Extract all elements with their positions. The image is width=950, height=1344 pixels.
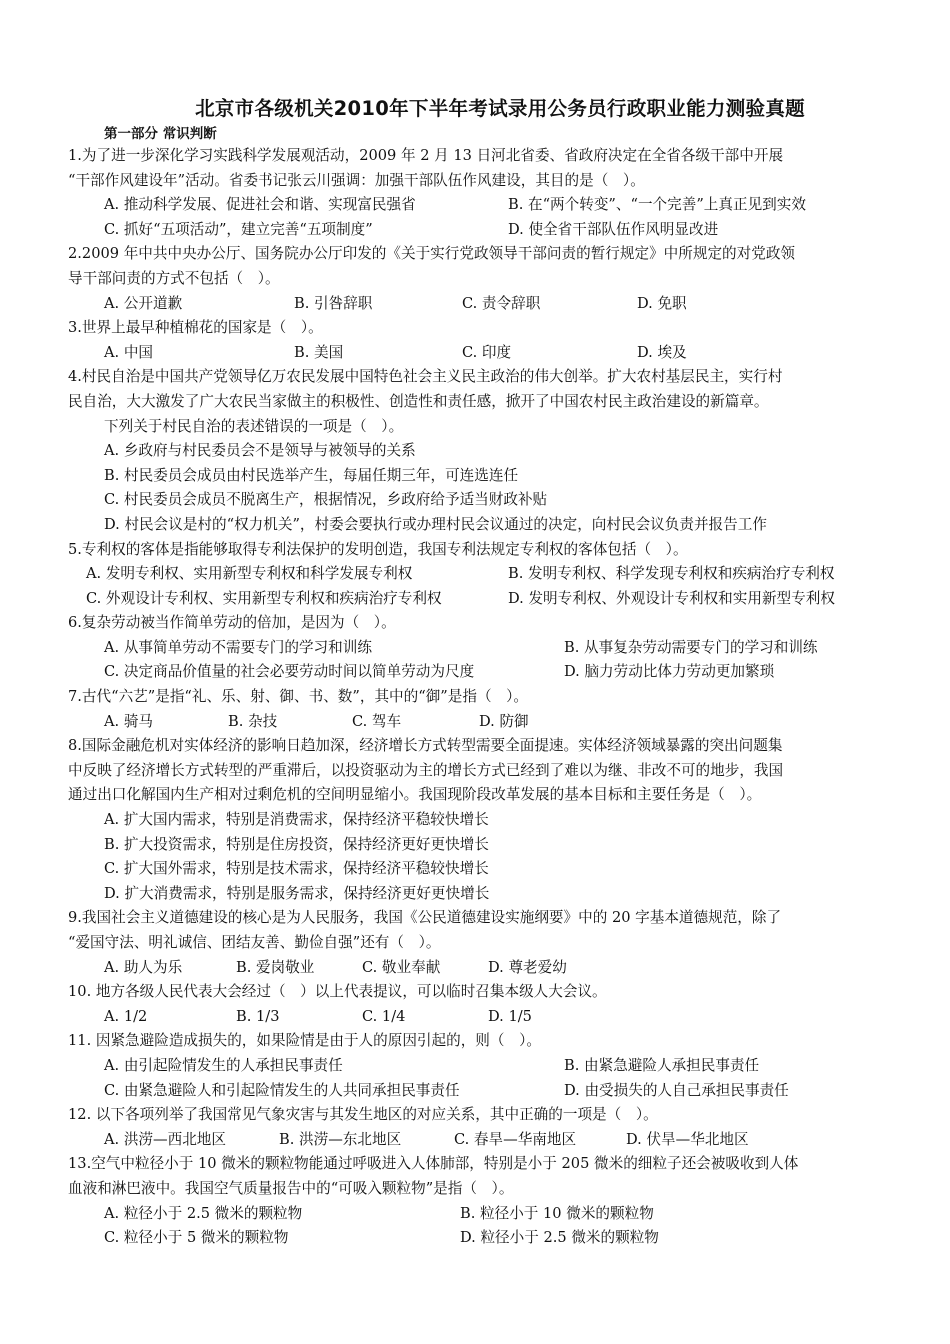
option-d: D. 使全省干部队伍作风明显改进 (508, 220, 719, 238)
option-b: B. 在“两个转变”、“一个完善”上真正见到实效 (508, 196, 806, 214)
question-6-options (68, 636, 898, 661)
question-7-options (68, 710, 898, 735)
option-a: A. 发明专利权、实用新型专利权和科学发展专利权 (86, 565, 413, 583)
question-6-options (68, 660, 898, 685)
question-12-stem: 12. 以下各项列举了我国常见气象灾害与其发生地区的对应关系，其中正确的一项是（ ）。 (68, 1106, 658, 1124)
option-b: B. 杂技 (228, 712, 278, 730)
option-d: D. 脑力劳动比体力劳动更加繁琐 (564, 663, 775, 681)
question-10-options (68, 1005, 898, 1030)
option-b: B. 引咎辞职 (294, 294, 373, 312)
question-2-options (68, 292, 898, 317)
question-10-stem: 10. 地方各级人民代表大会经过（ ）以上代表提议，可以临时召集本级人大会议。 (68, 983, 607, 1001)
question-9-stem: 9.我国社会主义道德建设的核心是为人民服务，我国《公民道德建设实施纲要》中的 20 字基本道德规范，除了 (68, 909, 782, 927)
option-c: C. 粒径小于 5 微米的颗粒物 (104, 1229, 289, 1247)
question-9-stem: “爱国守法、明礼诚信、团结友善、勤俭自强”还有（ ）。 (68, 934, 441, 951)
question-8-stem: 通过出口化解国内生产相对过剩危机的空间明显缩小。我国现阶段改革发展的基本目标和主要任务是（ ）。 (68, 786, 762, 804)
option-a: A. 助人为乐 (104, 958, 183, 976)
option-c: C. 扩大国外需求，特别是技术需求，保持经济平稳较快增长 (104, 860, 489, 878)
option-b: B. 洪涝—东北地区 (279, 1130, 402, 1148)
option-c: C. 1/4 (362, 1007, 406, 1025)
option-b: B. 从事复杂劳动需要专门的学习和训练 (564, 638, 818, 656)
option-c: C. 抓好“五项活动”，建立完善“五项制度” (104, 220, 373, 238)
option-c: C. 印度 (462, 343, 512, 361)
question-9-options (68, 956, 898, 981)
option-c: C. 由紧急避险人和引起险情发生的人共同承担民事责任 (104, 1081, 460, 1099)
option-c: C. 驾车 (352, 712, 402, 730)
question-8-stem: 中反映了经济增长方式转型的严重滞后，以投资驱动为主的增长方式已经到了难以为继、非改不可的地步，我国 (68, 761, 784, 779)
option-a: A. 从事简单劳动不需要专门的学习和训练 (104, 638, 372, 656)
option-c: C. 春旱—华南地区 (454, 1130, 577, 1148)
question-2-stem: 2.2009 年中共中央办公厅、国务院办公厅印发的《关于实行党政领导干部问责的暂行规定》中所规定的对党政领 (68, 245, 796, 263)
question-3-options (68, 341, 898, 366)
question-11-options (68, 1079, 898, 1104)
option-a: A. 骑马 (104, 712, 154, 730)
option-d: D. 粒径小于 2.5 微米的颗粒物 (460, 1229, 659, 1247)
option-b: B. 扩大投资需求，特别是住房投资，保持经济更好更快增长 (104, 835, 489, 853)
question-5-options (68, 562, 898, 587)
option-d: D. 扩大消费需求，特别是服务需求，保持经济更好更快增长 (104, 884, 490, 902)
question-11-options (68, 1054, 898, 1079)
option-a: A. 洪涝—西北地区 (104, 1130, 226, 1148)
option-d: D. 村民会议是村的“权力机关”，村委会要执行或办理村民会议通过的决定，向村民会议负责并报告工作 (104, 515, 767, 533)
option-a: A. 粒径小于 2.5 微米的颗粒物 (104, 1204, 303, 1222)
option-d: D. 埃及 (637, 343, 687, 361)
option-d: D. 防御 (479, 712, 529, 730)
question-4-stem: 下列关于村民自治的表述错误的一项是（ ）。 (104, 417, 404, 435)
question-1-stem: “干部作风建设年”活动。省委书记张云川强调：加强干部队伍作风建设，其目的是（ ）。 (68, 171, 645, 189)
option-d: D. 伏旱—华北地区 (626, 1130, 749, 1148)
option-d: D. 由受损失的人自己承担民事责任 (564, 1081, 789, 1099)
question-8-stem: 8.国际金融危机对实体经济的影响日趋加深，经济增长方式转型需要全面提速。实体经济领域暴露的突出问题集 (68, 737, 783, 755)
question-13-options (68, 1226, 898, 1251)
page-title: 北京市各级机关2010年下半年考试录用公务员行政职业能力测验真题 (195, 97, 805, 120)
option-b: B. 1/3 (236, 1007, 280, 1025)
option-a: A. 扩大国内需求，特别是消费需求，保持经济平稳较快增长 (104, 811, 489, 829)
option-b: B. 村民委员会成员由村民选举产生，每届任期三年，可连选连任 (104, 466, 519, 484)
question-3-stem: 3.世界上最早种植棉花的国家是（ ）。 (68, 319, 323, 337)
option-c: C. 敬业奉献 (362, 958, 441, 976)
option-c: C. 责令辞职 (462, 294, 541, 312)
question-12-options (68, 1128, 898, 1153)
option-a: A. 推动科学发展、促进社会和谐、实现富民强省 (104, 196, 416, 214)
question-13-options (68, 1202, 898, 1227)
option-c: C. 村民委员会成员不脱离生产，根据情况，乡政府给予适当财政补贴 (104, 491, 548, 509)
option-c: C. 决定商品价值量的社会必要劳动时间以简单劳动为尺度 (104, 663, 475, 681)
question-5-stem: 5.专利权的客体是指能够取得专利法保护的发明创造，我国专利法规定专利权的客体包括（ ）。 (68, 540, 688, 558)
option-a: A. 1/2 (104, 1007, 148, 1025)
question-13-stem: 13.空气中粒径小于 10 微米的颗粒物能通过呼吸进入人体肺部，特别是小于 205 微米的细粒子还会被吸收到人体 (68, 1155, 799, 1173)
question-6-stem: 6.复杂劳动被当作简单劳动的倍加，是因为（ ）。 (68, 614, 396, 632)
question-1-stem: 1.为了进一步深化学习实践科学发展观活动，2009 年 2 月 13 日河北省委、省政府决定在全省各级干部中开展 (68, 147, 784, 164)
question-4-stem: 民自治，大大激发了广大农民当家做主的积极性、创造性和责任感，掀开了中国农村民主政治建设的新篇章。 (68, 392, 769, 410)
question-1-options (68, 193, 898, 218)
option-b: B. 由紧急避险人承担民事责任 (564, 1056, 760, 1074)
option-a: A. 公开道歉 (104, 294, 183, 312)
option-a: A. 乡政府与村民委员会不是领导与被领导的关系 (104, 442, 416, 460)
option-a: A. 由引起险情发生的人承担民事责任 (104, 1056, 343, 1074)
option-d: D. 尊老爱幼 (488, 958, 567, 976)
option-b: B. 发明专利权、科学发现专利权和疾病治疗专利权 (508, 565, 835, 583)
question-2-stem: 导干部问责的方式不包括（ ）。 (68, 269, 280, 287)
option-c: C. 外观设计专利权、实用新型专利权和疾病治疗专利权 (86, 589, 442, 607)
option-d: D. 1/5 (488, 1007, 532, 1025)
question-list (68, 144, 898, 1251)
question-5-options (68, 587, 898, 612)
question-7-stem: 7.古代“六艺”是指“礼、乐、射、御、书、数”，其中的“御”是指（ ）。 (68, 688, 529, 706)
option-b: B. 爱岗敬业 (236, 958, 315, 976)
question-11-stem: 11. 因紧急避险造成损失的，如果险情是由于人的原因引起的，则（ ）。 (68, 1032, 541, 1050)
option-b: B. 美国 (294, 343, 344, 361)
question-4-stem: 4.村民自治是中国共产党领导亿万农民发展中国特色社会主义民主政治的伟大创举。扩大农村基层民主，实行村 (68, 368, 783, 386)
question-1-options (68, 218, 898, 243)
section-heading: 第一部分 常识判断 (104, 126, 217, 142)
option-d: D. 免职 (637, 294, 687, 312)
option-b: B. 粒径小于 10 微米的颗粒物 (460, 1204, 654, 1222)
option-d: D. 发明专利权、外观设计专利权和实用新型专利权 (508, 589, 835, 607)
option-a: A. 中国 (104, 343, 154, 361)
question-13-stem: 血液和淋巴液中。我国空气质量报告中的“可吸入颗粒物”是指（ ）。 (68, 1179, 514, 1197)
